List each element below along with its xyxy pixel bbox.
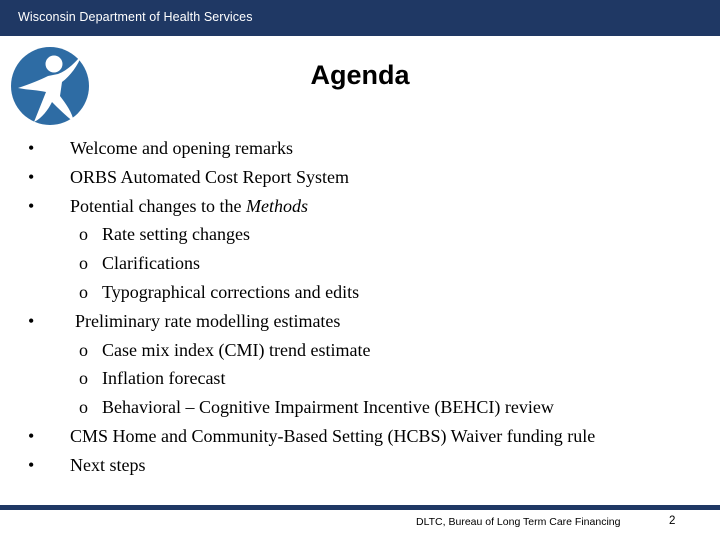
agenda-item: • Welcome and opening remarks (0, 134, 720, 163)
footer-divider (0, 505, 720, 510)
footer-department: DLTC, Bureau of Long Term Care Financing (416, 516, 621, 528)
bullet-icon: • (28, 310, 35, 331)
agenda-subitem: o Typographical corrections and edits (0, 278, 720, 307)
agenda-subitem: o Behavioral – Cognitive Impairment Incentive (BEHCI) review (0, 393, 720, 422)
agenda-item: • Potential changes to the Methods (0, 192, 720, 221)
bullet-icon: • (28, 138, 35, 158)
agenda-item: • Preliminary rate modelling estimates (0, 307, 720, 336)
agenda-subitem: o Case mix index (CMI) trend estimate (0, 336, 720, 365)
methods-italic: Methods (245, 195, 308, 216)
agenda-subitem: o Inflation forecast (0, 364, 720, 393)
organization-name: Wisconsin Department of Health Services (18, 10, 253, 24)
sub-bullet-icon: o (79, 281, 88, 302)
agenda-item: • CMS Home and Community-Based Setting (HCBS) Waiver funding rule (0, 422, 720, 451)
bullet-icon: • (28, 195, 35, 216)
slide-title: Agenda (310, 60, 410, 90)
agenda-item: • Next steps (0, 451, 720, 480)
sub-bullet-icon: o (79, 339, 88, 360)
page-number: 2 (669, 515, 676, 527)
sub-bullet-icon: o (79, 397, 88, 418)
agenda-subitem: o Clarifications (0, 249, 720, 278)
agenda-item: • ORBS Automated Cost Report System (0, 163, 720, 192)
bullet-icon: • (28, 425, 35, 446)
sub-bullet-icon: o (79, 224, 88, 245)
sub-bullet-icon: o (79, 368, 88, 389)
bullet-icon: • (28, 454, 35, 475)
agenda-subitem: o Rate setting changes (0, 220, 720, 249)
bullet-icon: • (28, 166, 35, 187)
header-bar (0, 0, 720, 36)
agenda-list (0, 134, 720, 480)
sub-bullet-icon: o (79, 253, 88, 274)
